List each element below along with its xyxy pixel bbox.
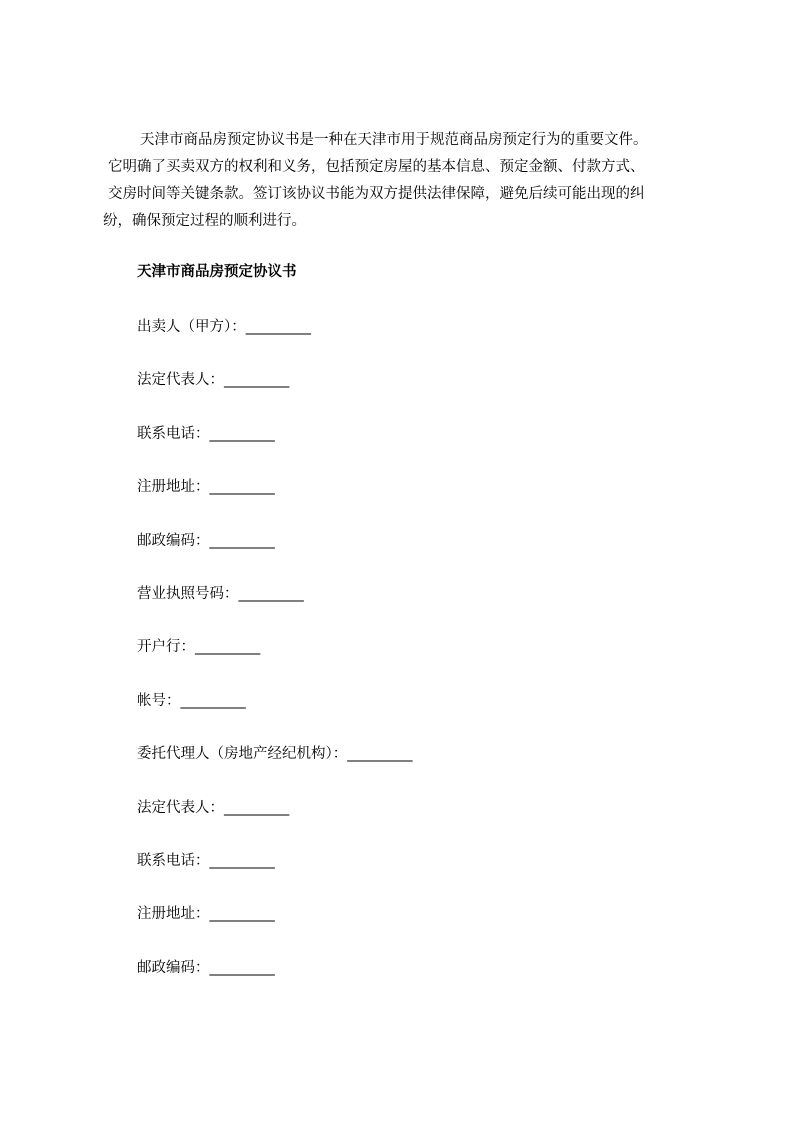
intro-line: 它明确了买卖双方的权利和义务，包括预定房屋的基本信息、预定金额、付款方式、 <box>108 159 645 175</box>
intro-line: 纷，确保预定过程的顺利进行。 <box>103 213 306 229</box>
form-field-line: 帐号：_________ <box>137 692 246 709</box>
form-field-line: 出卖人（甲方）：_________ <box>137 319 311 335</box>
form-field-line: 联系电话：_________ <box>137 853 275 869</box>
form-field-line: 法定代表人：_________ <box>137 372 290 389</box>
document-title: 天津市商品房预定协议书 <box>137 264 297 280</box>
form-field-line: 邮政编码：_________ <box>137 959 275 976</box>
form-field-line: 营业执照号码：_________ <box>137 586 304 602</box>
form-field-line: 开户行：_________ <box>137 639 261 656</box>
intro-line: 交房时间等关键条款。签订该协议书能为双方提供法律保障，避免后续可能出现的纠 <box>108 186 645 202</box>
form-field-line: 委托代理人（房地产经纪机构）：_________ <box>137 746 413 763</box>
form-field-line: 注册地址：_________ <box>137 906 275 923</box>
form-field-line: 法定代表人：_________ <box>137 799 290 816</box>
form-field-line: 注册地址：_________ <box>137 479 275 496</box>
form-field-line: 联系电话：_________ <box>137 425 275 442</box>
form-field-line: 邮政编码：_________ <box>137 532 275 549</box>
intro-line: 天津市商品房预定协议书是一种在天津市用于规范商品房预定行为的重要文件。 <box>140 132 648 148</box>
